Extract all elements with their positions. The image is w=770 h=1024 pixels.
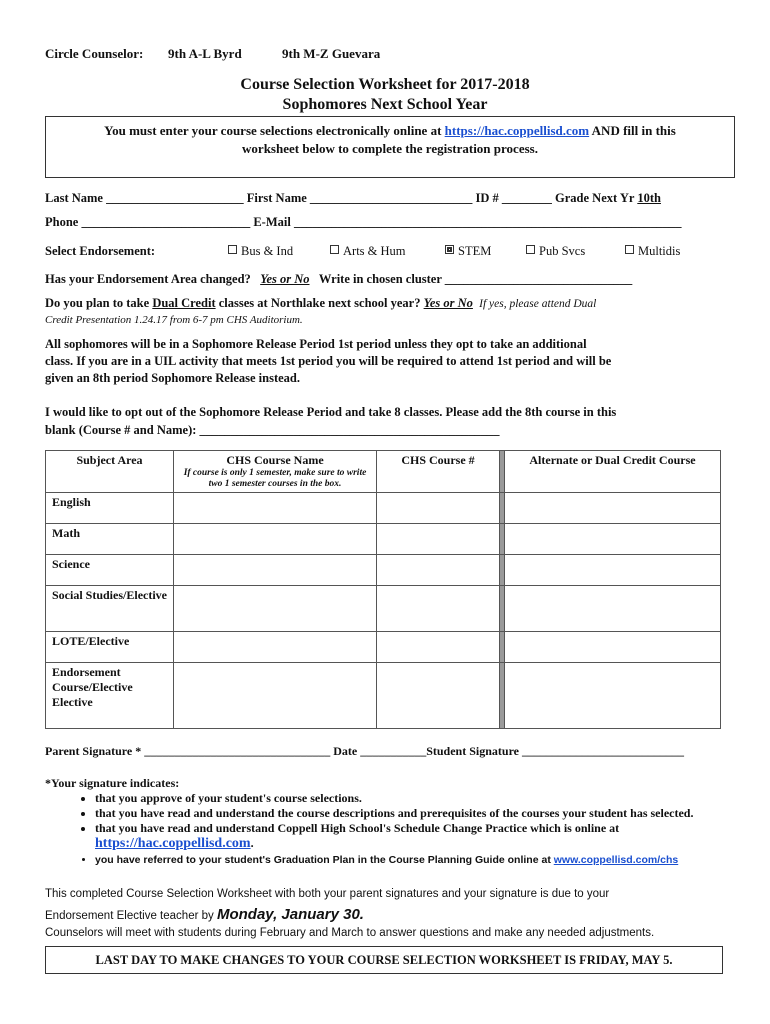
table-row bbox=[46, 524, 721, 555]
table-row bbox=[46, 632, 721, 663]
endorsement-label: Select Endorsement: bbox=[45, 244, 156, 258]
counselor-label: Circle Counselor: bbox=[45, 46, 144, 61]
subject-endorsement: Endorsement Course/Elective bbox=[52, 665, 133, 694]
endorsement-option-multidis[interactable]: Multidis bbox=[625, 244, 680, 259]
endorsement-option-stem[interactable]: STEM bbox=[445, 244, 491, 259]
name-fields[interactable]: Last Name ______________________ First Name __________________________ ID # ________ Grade Next Yr bbox=[45, 191, 635, 205]
notice-text-2: AND fill in this bbox=[591, 123, 676, 138]
due-teacher-text: Endorsement Elective teacher by bbox=[45, 910, 214, 922]
counselors-note: Counselors will meet with students during February and March to answer questions and make any needed adjustments. bbox=[45, 927, 655, 939]
course-name-cell[interactable] bbox=[174, 586, 377, 632]
table-row bbox=[46, 663, 721, 729]
subject-elective: Elective bbox=[52, 695, 93, 709]
cluster-field[interactable]: Write in chosen cluster ______________________________ bbox=[318, 272, 633, 286]
release-paragraph bbox=[45, 336, 611, 387]
table-row bbox=[46, 586, 721, 632]
course-number-cell[interactable] bbox=[377, 663, 500, 729]
dual-credit-link: Dual Credit bbox=[152, 296, 216, 310]
release-line-2: class. If you are in a UIL activity that meets 1st period you will be required to attend 1st period and will be bbox=[45, 354, 612, 368]
course-number-cell[interactable] bbox=[377, 555, 500, 586]
alternate-course-cell[interactable] bbox=[505, 663, 721, 729]
last-day-text: LAST DAY TO MAKE CHANGES TO YOUR COURSE SELECTION WORKSHEET IS FRIDAY, MAY 5. bbox=[95, 953, 673, 967]
subject-english: English bbox=[46, 493, 174, 524]
course-name-cell[interactable] bbox=[174, 555, 377, 586]
release-line-1: All sophomores will be in a Sophomore Release Period 1st period unless they opt to take an additional bbox=[45, 337, 587, 351]
dual-text-1: Do you plan to take bbox=[45, 296, 150, 310]
dual-credit-question bbox=[45, 296, 596, 311]
header-course-name bbox=[174, 451, 377, 493]
dual-text-2: classes at Northlake next school year? bbox=[218, 296, 421, 310]
checkbox-icon[interactable] bbox=[625, 245, 634, 254]
course-number-cell[interactable] bbox=[377, 632, 500, 663]
optout-line-2[interactable]: blank (Course # and Name): ________________________________________________ bbox=[45, 423, 500, 437]
endorsement-option-pub[interactable]: Pub Svcs bbox=[526, 244, 585, 259]
phone-email-fields[interactable]: Phone ___________________________ E-Mail ______________________________________________________________ bbox=[45, 215, 682, 229]
course-name-cell[interactable] bbox=[174, 663, 377, 729]
checkbox-checked-icon[interactable] bbox=[445, 245, 454, 254]
indicates-heading: *Your signature indicates: bbox=[45, 776, 180, 790]
checkbox-icon[interactable] bbox=[228, 245, 237, 254]
course-name-header-text: CHS Course Name bbox=[226, 453, 324, 467]
signature-indicates bbox=[45, 776, 735, 868]
indicates-bullet-4: • you have referred to your student's Graduation Plan in the Course Planning Guide online at www.coppellisd.com/chs bbox=[95, 853, 735, 868]
endorsement-yes-no[interactable]: Yes or No bbox=[260, 272, 310, 286]
dual-yes-no[interactable]: Yes or No bbox=[423, 296, 473, 310]
course-number-cell[interactable] bbox=[377, 586, 500, 632]
course-name-cell[interactable] bbox=[174, 632, 377, 663]
counselor-2: 9th M-Z Guevara bbox=[282, 46, 381, 61]
indicates-bullet-2: • that you have read and understand the course descriptions and prerequisites of the courses your student has selected. bbox=[95, 806, 735, 821]
name-id-grade-fields[interactable] bbox=[45, 191, 661, 206]
endorsement-changed-question: Has your Endorsement Area changed? bbox=[45, 272, 251, 286]
endorsement-changed bbox=[45, 272, 632, 287]
alternate-course-cell[interactable] bbox=[505, 555, 721, 586]
due-line-2 bbox=[45, 906, 364, 923]
alternate-course-cell[interactable] bbox=[505, 524, 721, 555]
notice-box bbox=[45, 116, 735, 178]
indicates-bullet-3: • that you have read and understand Coppell High School's Schedule Change Practice which is online at https://hac.coppellisd.com. bbox=[95, 821, 735, 851]
due-date: Monday, January 30. bbox=[216, 906, 364, 923]
counselor-1: 9th A-L Byrd bbox=[168, 46, 242, 61]
indicates-bullet-1: • that you approve of your student's course selections. bbox=[95, 791, 735, 806]
header-subject-area: Subject Area bbox=[46, 451, 174, 493]
grade-value: 10th bbox=[637, 191, 661, 205]
optout-paragraph bbox=[45, 403, 616, 439]
header-alternate-course: Alternate or Dual Credit Course bbox=[505, 451, 721, 493]
subject-science: Science bbox=[46, 555, 174, 586]
checkbox-icon[interactable] bbox=[526, 245, 535, 254]
alternate-course-cell[interactable] bbox=[505, 493, 721, 524]
subject-lote: LOTE/Elective bbox=[46, 632, 174, 663]
optout-line-1: I would like to opt out of the Sophomore Release Period and take 8 classes. Please add the 8th course in this bbox=[45, 405, 617, 419]
course-name-note: If course is only 1 semester, make sure to write two 1 semester courses in the box. bbox=[183, 468, 367, 489]
notice-text-1: You must enter your course selections electronically online at bbox=[104, 123, 442, 138]
hac-link[interactable]: https://hac.coppellisd.com bbox=[444, 123, 590, 138]
table-row bbox=[46, 555, 721, 586]
dual-note-2: Credit Presentation 1.24.17 from 6-7 pm CHS Auditorium. bbox=[45, 314, 303, 326]
checkbox-icon[interactable] bbox=[330, 245, 339, 254]
chs-link[interactable]: www.coppellisd.com/chs bbox=[553, 854, 679, 866]
table-row bbox=[46, 493, 721, 524]
subject-social-studies: Social Studies/Elective bbox=[46, 586, 174, 632]
endorsement-option-bus[interactable]: Bus & Ind bbox=[228, 244, 293, 259]
alternate-course-cell[interactable] bbox=[505, 586, 721, 632]
last-day-box bbox=[45, 946, 723, 974]
notice-text-3: worksheet below to complete the registration process. bbox=[242, 141, 538, 156]
alternate-course-cell[interactable] bbox=[505, 632, 721, 663]
course-name-cell[interactable] bbox=[174, 524, 377, 555]
course-number-cell[interactable] bbox=[377, 493, 500, 524]
course-name-cell[interactable] bbox=[174, 493, 377, 524]
due-line-1: This completed Course Selection Worksheet with both your parent signatures and your signature is due to your bbox=[45, 888, 610, 900]
page-subtitle: Sophomores Next School Year bbox=[282, 96, 488, 113]
course-table bbox=[45, 450, 721, 729]
signature-line[interactable]: Parent Signature * _______________________________ Date ___________Student Signature ___________________________ bbox=[45, 744, 685, 758]
page-title: Course Selection Worksheet for 2017-2018 bbox=[240, 76, 530, 93]
course-number-cell[interactable] bbox=[377, 524, 500, 555]
hac-link-2[interactable]: https://hac.coppellisd.com bbox=[95, 836, 251, 851]
endorsement-option-arts[interactable]: Arts & Hum bbox=[330, 244, 406, 259]
header-course-number: CHS Course # bbox=[377, 451, 500, 493]
dual-note-1: If yes, please attend Dual bbox=[479, 298, 597, 310]
release-line-3: given an 8th period Sophomore Release instead. bbox=[45, 371, 300, 385]
subject-math: Math bbox=[46, 524, 174, 555]
subject-endorsement-elective bbox=[46, 663, 174, 729]
